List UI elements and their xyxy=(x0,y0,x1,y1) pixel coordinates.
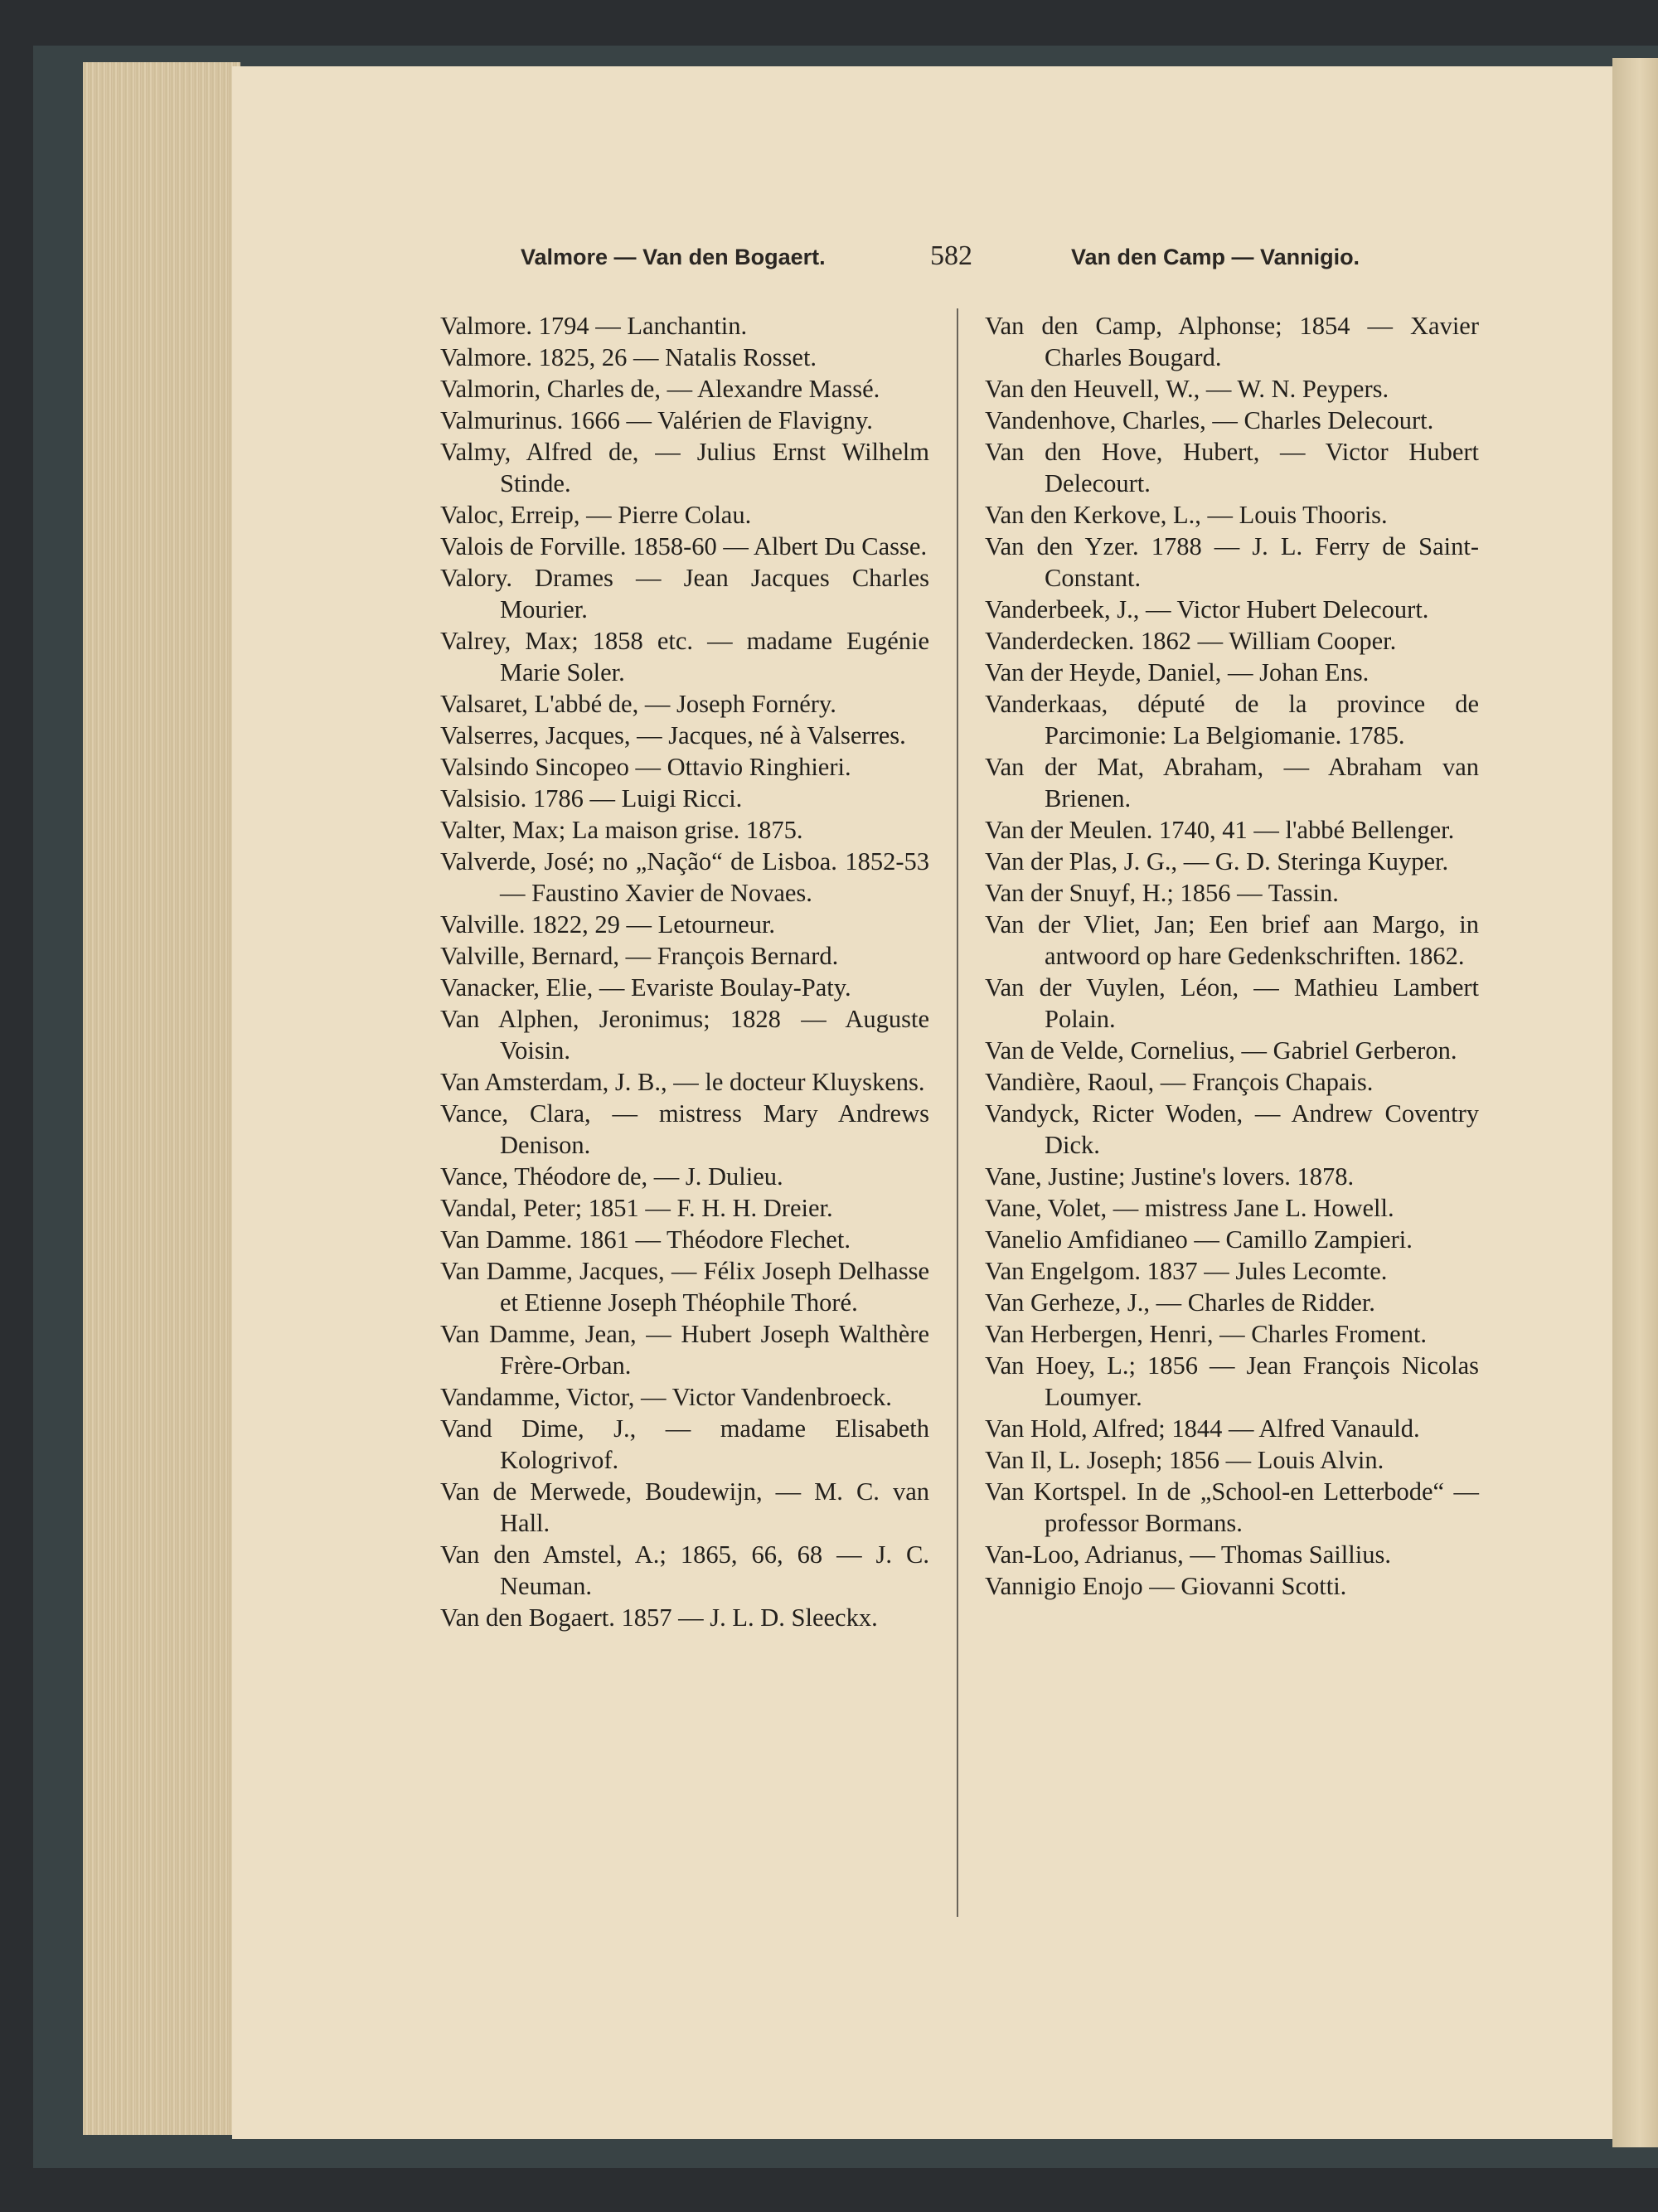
index-entry: Van Amsterdam, J. B., — le docteur Kluyskens. xyxy=(440,1068,925,1096)
index-entry: Van-Loo, Adrianus, — Thomas Saillius. xyxy=(985,1540,1391,1569)
index-entry: Van den Yzer. 1788 — J. L. Ferry de Saint-Constant. xyxy=(985,532,1479,592)
right-column xyxy=(985,310,1479,1602)
index-entry: Valsisio. 1786 — Luigi Ricci. xyxy=(440,784,743,813)
index-entry: Vand Dime, J., — madame Elisabeth Kologrivof. xyxy=(440,1414,929,1474)
index-entry: Van Gerheze, J., — Charles de Ridder. xyxy=(985,1288,1375,1317)
left-column xyxy=(440,310,929,1633)
index-entry: Valter, Max; La maison grise. 1875. xyxy=(440,816,803,844)
index-entry: Van der Heyde, Daniel, — Johan Ens. xyxy=(985,658,1370,686)
index-entry: Valsaret, L'abbé de, — Joseph Fornéry. xyxy=(440,690,836,718)
index-entry: Valrey, Max; 1858 etc. — madame Eugénie Marie Soler. xyxy=(440,627,929,686)
index-entry: Van der Vuylen, Léon, — Mathieu Lambert Polain. xyxy=(985,973,1479,1033)
index-entry: Van den Camp, Alphonse; 1854 — Xavier Charles Bougard. xyxy=(985,312,1479,371)
index-entry: Van den Bogaert. 1857 — J. L. D. Sleeckx. xyxy=(440,1603,878,1632)
index-entry: Vandyck, Ricter Woden, — Andrew Coventry Dick. xyxy=(985,1099,1479,1159)
header-right: Van den Camp — Vannigio. xyxy=(1071,245,1360,269)
index-entry: Van Damme, Jacques, — Félix Joseph Delhasse et Etienne Joseph Théophile Thoré. xyxy=(440,1257,929,1317)
index-entry: Van de Merwede, Boudewijn, — M. C. van Hall. xyxy=(440,1477,929,1537)
index-entry: Valmore. 1825, 26 — Natalis Rosset. xyxy=(440,343,817,371)
index-entry: Valmore. 1794 — Lanchantin. xyxy=(440,312,748,340)
index-entry: Van der Snuyf, H.; 1856 — Tassin. xyxy=(985,879,1339,907)
index-entry: Vandière, Raoul, — François Chapais. xyxy=(985,1068,1374,1096)
running-header xyxy=(0,240,1658,278)
index-entry: Van Damme. 1861 — Théodore Flechet. xyxy=(440,1225,851,1254)
book-gutter xyxy=(1612,58,1658,2147)
index-entry: Van der Meulen. 1740, 41 — l'abbé Bellenger. xyxy=(985,816,1455,844)
index-entry: Van der Mat, Abraham, — Abraham van Brienen. xyxy=(985,753,1479,813)
page-edges xyxy=(83,62,240,2135)
index-entry: Valory. Drames — Jean Jacques Charles Mourier. xyxy=(440,564,929,623)
index-entry: Valmorin, Charles de, — Alexandre Massé. xyxy=(440,375,880,403)
index-entry: Van der Plas, J. G., — G. D. Steringa Kuyper. xyxy=(985,847,1449,876)
index-entry: Van Hoey, L.; 1856 — Jean François Nicolas Loumyer. xyxy=(985,1351,1479,1411)
index-entry: Vane, Volet, — mistress Jane L. Howell. xyxy=(985,1194,1394,1222)
index-entry: Van Alphen, Jeronimus; 1828 — Auguste Voisin. xyxy=(440,1005,929,1065)
index-entry: Valverde, José; no „Nação“ de Lisboa. 1852-53 — Faustino Xavier de Novaes. xyxy=(440,847,929,907)
index-entry: Vane, Justine; Justine's lovers. 1878. xyxy=(985,1162,1355,1191)
index-entry: Vannigio Enojo — Giovanni Scotti. xyxy=(985,1572,1347,1600)
index-entry: Valsindo Sincopeo — Ottavio Ringhieri. xyxy=(440,753,851,781)
page-number: 582 xyxy=(930,240,972,271)
index-entry: Valmy, Alfred de, — Julius Ernst Wilhelm Stinde. xyxy=(440,438,929,497)
index-entry: Vanderkaas, député de la province de Parcimonie: La Belgiomanie. 1785. xyxy=(985,690,1479,749)
index-entry: Van Damme, Jean, — Hubert Joseph Walthère Frère-Orban. xyxy=(440,1320,929,1380)
index-entry: Vanderdecken. 1862 — William Cooper. xyxy=(985,627,1397,655)
index-entry: Van Kortspel. In de „School-en Letterbode“ — professor Bormans. xyxy=(985,1477,1479,1537)
index-entry: Van den Hove, Hubert, — Victor Hubert Delecourt. xyxy=(985,438,1479,497)
index-entry: Valserres, Jacques, — Jacques, né à Valserres. xyxy=(440,721,906,749)
index-entry: Van den Heuvell, W., — W. N. Peypers. xyxy=(985,375,1389,403)
index-entry: Van Il, L. Joseph; 1856 — Louis Alvin. xyxy=(985,1446,1384,1474)
index-entry: Vance, Clara, — mistress Mary Andrews Denison. xyxy=(440,1099,929,1159)
index-entry: Van den Amstel, A.; 1865, 66, 68 — J. C. Neuman. xyxy=(440,1540,929,1600)
index-entry: Vandal, Peter; 1851 — F. H. H. Dreier. xyxy=(440,1194,833,1222)
index-entry: Vandenhove, Charles, — Charles Delecourt. xyxy=(985,406,1434,434)
column-divider xyxy=(957,308,958,1917)
index-entry: Vanelio Amfidianeo — Camillo Zampieri. xyxy=(985,1225,1413,1254)
index-entry: Valmurinus. 1666 — Valérien de Flavigny. xyxy=(440,406,873,434)
header-left: Valmore — Van den Bogaert. xyxy=(521,245,826,269)
index-entry: Van den Kerkove, L., — Louis Thooris. xyxy=(985,501,1388,529)
index-entry: Van Hold, Alfred; 1844 — Alfred Vanauld. xyxy=(985,1414,1420,1443)
index-entry: Van Engelgom. 1837 — Jules Lecomte. xyxy=(985,1257,1388,1285)
index-entry: Vanderbeek, J., — Victor Hubert Delecourt. xyxy=(985,595,1429,623)
index-entry: Vandamme, Victor, — Victor Vandenbroeck. xyxy=(440,1383,892,1411)
index-entry: Van der Vliet, Jan; Een brief aan Margo, in antwoord op hare Gedenkschriften. 1862. xyxy=(985,910,1479,970)
index-entry: Valois de Forville. 1858-60 — Albert Du Casse. xyxy=(440,532,928,560)
index-entry: Valville. 1822, 29 — Letourneur. xyxy=(440,910,776,939)
index-entry: Vanacker, Elie, — Evariste Boulay-Paty. xyxy=(440,973,851,1002)
index-entry: Vance, Théodore de, — J. Dulieu. xyxy=(440,1162,783,1191)
index-entry: Van de Velde, Cornelius, — Gabriel Gerberon. xyxy=(985,1036,1457,1065)
index-entry: Van Herbergen, Henri, — Charles Froment. xyxy=(985,1320,1428,1348)
index-entry: Valville, Bernard, — François Bernard. xyxy=(440,942,839,970)
index-entry: Valoc, Erreip, — Pierre Colau. xyxy=(440,501,752,529)
